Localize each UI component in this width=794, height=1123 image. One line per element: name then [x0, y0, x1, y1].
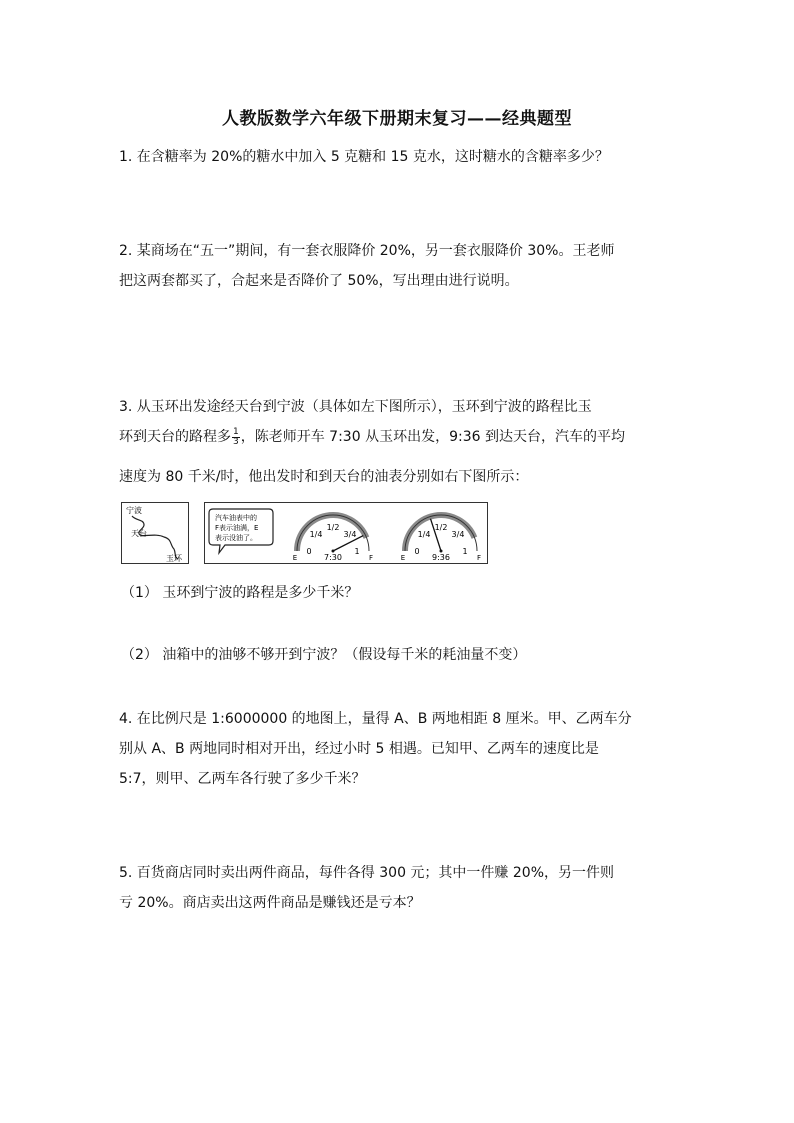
gauge-label-f: F: [476, 554, 482, 562]
gauge-label-e: E: [292, 554, 298, 562]
route-map: [121, 502, 189, 564]
question-5-line-2: 亏 20%。商店卖出这两件商品是赚钱还是亏本？: [119, 895, 421, 911]
gauge-tick-label: 3/4: [343, 530, 357, 540]
gauge-tick-label: 3/4: [451, 530, 465, 540]
gauge-tick-label: 1: [354, 547, 360, 556]
question-3-line-2-part-a: 环到天台的路程多: [119, 429, 231, 445]
question-3-line-2: [119, 426, 625, 447]
question-4-line-3: 5:7，则甲、乙两车各行驶了多少千米？: [119, 771, 366, 787]
gauge-tick-label: 1: [462, 547, 468, 556]
note-line-1: 汽车油表中的: [215, 514, 257, 522]
fuel-gauge-panel: [204, 502, 488, 564]
note-line-2: F表示油满，E: [215, 524, 259, 532]
gauge-time-label: 9:36: [432, 553, 450, 562]
gauge-outline: [297, 515, 369, 551]
fraction-numerator: 1: [233, 426, 239, 437]
fraction-one-third: [232, 428, 240, 447]
map-label-tiantai: 天台: [131, 529, 147, 538]
question-3-line-1: 3. 从玉环出发途经天台到宁波（具体如左下图所示），玉环到宁波的路程比玉: [119, 399, 592, 415]
gauge-tick-label: 1/4: [417, 530, 431, 540]
gauge-label-e: E: [400, 554, 406, 562]
gauge-time-label: 7:30: [324, 553, 342, 562]
fraction-denominator: 3: [233, 436, 239, 447]
question-3-line-3: 速度为 80 千米/时，他出发时和到天台的油表分别如右下图所示：: [119, 469, 529, 485]
question-4-line-2: 别从 A、B 两地同时相对开出，经过小时 5 相遇。已知甲、乙两车的速度比是: [119, 741, 599, 757]
question-1: 1. 在含糖率为 20%的糖水中加入 5 克糖和 15 克水，这时糖水的含糖率多少？: [119, 149, 609, 165]
fuel-gauge-start: [293, 515, 373, 562]
map-label-yuhuan: 玉环: [166, 554, 182, 563]
page-title: 人教版数学六年级下册期末复习——经典题型: [222, 109, 572, 129]
question-3-sub-2: （2） 油箱中的油够不够开到宁波？（假设每千米的耗油量不变）: [121, 647, 527, 663]
gauge-tick-label: 1/2: [434, 523, 448, 532]
question-3-line-2-part-b: ，陈老师开车 7:30 从玉环出发，9:36 到达天台，汽车的平均: [240, 429, 625, 445]
gauge-label-f: F: [368, 554, 374, 562]
gauge-tick-label: 0: [414, 547, 420, 556]
map-label-ningbo: 宁波: [126, 506, 142, 515]
question-4-line-1: 4. 在比例尺是 1:6000000 的地图上，量得 A、B 两地相距 8 厘米。甲、乙两车分: [119, 711, 632, 727]
fuel-gauge-arrival: [401, 515, 481, 562]
gauge-tick-label: 0: [306, 547, 312, 556]
gauge-outline: [405, 515, 477, 551]
question-2-line-2: 把这两套都买了，合起来是否降价了 50%，写出理由进行说明。: [119, 273, 519, 289]
gauge-tick-label: 1/2: [326, 523, 340, 532]
question-2-line-1: 2. 某商场在“五一”期间，有一套衣服降价 20%，另一套衣服降价 30%。王老师: [119, 243, 615, 259]
note-line-3: 表示没油了。: [215, 534, 257, 542]
question-3-sub-1: （1） 玉环到宁波的路程是多少千米？: [121, 585, 359, 601]
route-map-drawing: [122, 503, 188, 563]
fuel-gauge-drawing: [205, 503, 487, 563]
question-5-line-1: 5. 百货商店同时卖出两件商品，每件各得 300 元；其中一件赚 20%，另一件则: [119, 865, 614, 881]
gauge-tick-label: 1/4: [309, 530, 323, 540]
